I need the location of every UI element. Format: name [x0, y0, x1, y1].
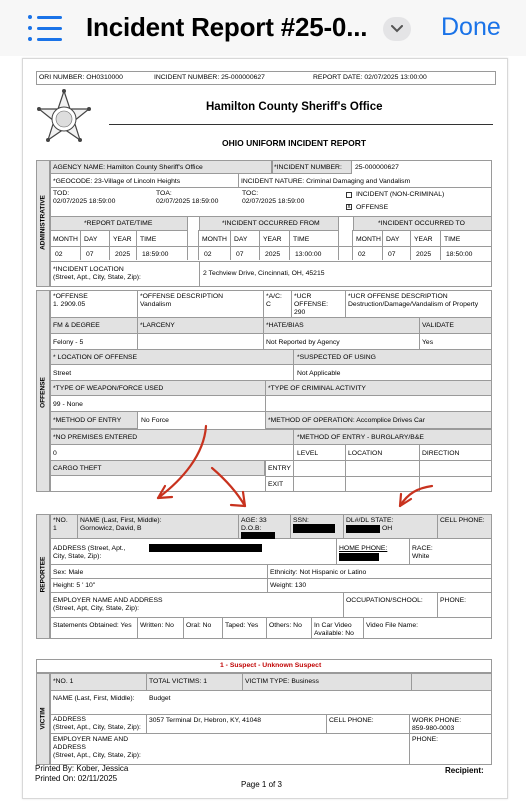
occurred-from-month-value: 02 [204, 251, 212, 258]
location-sub-label: (Street, Apt., City, State, Zip): [53, 274, 141, 281]
occurred-to-day-header: DAY [386, 236, 400, 243]
agency-name: AGENCY NAME: Hamilton County Sheriff's Office [53, 164, 203, 171]
ucr-desc-value: Destruction/Damage/Vandalism of Property [348, 301, 479, 308]
reportee-sex: Sex: Male [53, 569, 84, 576]
reportee-employer-sub: (Street, Apt, City, State, Zip): [53, 605, 139, 612]
grid-divider [136, 230, 137, 260]
offense-desc-value: Vandalism [140, 301, 172, 308]
done-button[interactable]: Done [441, 13, 501, 41]
printed-by: Printed By: Kober, Jessica [35, 764, 129, 773]
grid-divider [352, 230, 353, 260]
occurred-from-day-value: 07 [236, 251, 244, 258]
occurred-from-year-header: YEAR [263, 236, 282, 243]
occurred-from-time-value: 13:00:00 [295, 251, 322, 258]
fm-degree-value: Felony - 5 [53, 339, 84, 346]
reportee-race-value: White [412, 553, 430, 560]
reportee-occupation-label: OCCUPATION/SCHOOL: [346, 597, 423, 604]
level-label: LEVEL [297, 450, 319, 457]
victim-employer-label: EMPLOYER NAME AND [53, 736, 129, 743]
victim-work-label: WORK PHONE: [412, 717, 462, 724]
hate-bias-label: *HATE/BIAS [266, 322, 304, 329]
grid-divider [289, 230, 290, 260]
page-number: Page 1 of 3 [241, 780, 282, 789]
suspect-line: 1 - Suspect - Unknown Suspect [220, 662, 322, 669]
reportee-dob-label: D.O.B: [241, 525, 262, 532]
cargo-theft-label: CARGO THEFT [53, 465, 102, 472]
reportee-address-label: ADDRESS (Street, Apt., [53, 545, 126, 552]
method-of-entry-label: *METHOD OF ENTRY [53, 417, 122, 424]
location-of-offense-value: Street [53, 370, 72, 377]
victim-work-value: 859-980-0003 [412, 725, 455, 732]
validate-label: VALIDATE [422, 322, 454, 329]
weapon-value: 99 - None [53, 401, 83, 408]
ucr-label: *UCR [294, 293, 312, 300]
toc-value: 02/07/2025 18:59:00 [242, 198, 305, 205]
report-dt-month-header: MONTH [53, 236, 78, 243]
entry-label: ENTRY [268, 465, 291, 472]
annotation-arrow [212, 468, 245, 506]
report-dt-year-header: YEAR [113, 236, 132, 243]
fm-degree-label: FM & DEGREE [53, 322, 100, 329]
victim-total: TOTAL VICTIMS: 1 [149, 678, 208, 685]
grid-divider [187, 230, 188, 260]
suspected-using-value: Not Applicable [297, 370, 341, 377]
offense-desc-label: *OFFENSE DESCRIPTION [140, 293, 224, 300]
grid-divider [80, 230, 81, 260]
location-label: *INCIDENT LOCATION [53, 266, 124, 273]
report-dt-month-value: 02 [55, 251, 63, 258]
in-car-video-available: Available: No [314, 630, 354, 637]
incident-location-value: 2 Techview Drive, Cincinnati, OH, 45215 [203, 270, 325, 277]
report-dt-time-header: TIME [140, 236, 157, 243]
non-criminal-label: INCIDENT (NON-CRIMINAL) [356, 191, 445, 198]
ac-label: *A/C: [266, 293, 282, 300]
burglary-location-label: LOCATION [348, 450, 383, 457]
victim-name-label: NAME (Last, First, Middle): [53, 695, 135, 702]
reportee-ethnicity: Ethnicity: Not Hispanic or Latino [270, 569, 367, 576]
victim-phone-label: PHONE: [412, 736, 439, 743]
occurred-from-day-header: DAY [234, 236, 248, 243]
reportee-employer-label: EMPLOYER NAME AND ADDRESS [53, 597, 163, 604]
incident-nature: INCIDENT NATURE: Criminal Damaging and Vandalism [241, 178, 411, 185]
grid-divider [198, 230, 199, 260]
toa-label: TOA: [156, 190, 172, 197]
location-of-offense-label: * LOCATION OF OFFENSE [53, 354, 138, 361]
statements-obtained: Statements Obtained: Yes [53, 622, 132, 629]
occurred-from-month-header: MONTH [202, 236, 227, 243]
report-dt-day-value: 07 [86, 251, 94, 258]
statements-oral: Oral: No [186, 622, 212, 629]
reportee-section-label: REPORTEE [39, 556, 47, 593]
reportee-height: Height: 5 ' 10" [53, 582, 96, 589]
document-title: Incident Report #25-0... [86, 12, 368, 42]
ac-value: C [266, 301, 271, 308]
printed-on: Printed On: 02/11/2025 [35, 774, 118, 783]
report-dt-time-value: 18:59:00 [142, 251, 169, 258]
reportee-name-label: NAME (Last, First, Middle): [80, 517, 162, 524]
reportee-dl-label: DL#/DL STATE: [346, 517, 394, 524]
offense-checkbox[interactable]: x [347, 204, 351, 210]
ori-number: ORI NUMBER: OH0310000 [39, 74, 123, 81]
statements-others: Others: No [269, 622, 302, 629]
reportee-phone-label: PHONE: [440, 597, 467, 604]
reportee-address-sub: City, State, Zip): [53, 553, 102, 560]
report-dt-day-header: DAY [84, 236, 98, 243]
occurred-to-month-value: 02 [358, 251, 366, 258]
tod-value: 02/07/2025 18:59:00 [53, 198, 116, 205]
burglary-entry-label: *METHOD OF ENTRY - BURGLARY/B&E [297, 434, 424, 441]
tod-label: TOD: [53, 190, 70, 197]
reportee-ssn-label: SSN: [293, 517, 309, 524]
victim-cell-label: CELL PHONE: [329, 717, 374, 724]
victim-address-value: 3057 Terminal Dr, Hebron, KY, 41048 [149, 717, 261, 724]
occurred-from-time-header: TIME [293, 236, 310, 243]
ucr-offense-label: OFFENSE: [294, 301, 328, 308]
admin-section-label: ADMINISTRATIVE [39, 195, 47, 250]
exit-label: EXIT [268, 481, 284, 488]
occurred-to-year-header: YEAR [414, 236, 433, 243]
victim-section-label: VICTIM [39, 707, 47, 730]
criminal-activity-label: *TYPE OF CRIMINAL ACTIVITY [268, 385, 366, 392]
incident-number-value: 25-000000627 [355, 164, 399, 171]
video-file-name-label: Video File Name: [366, 622, 419, 629]
offense-code-value: 1. 2909.05 [53, 301, 86, 308]
reportee-no-value: 1 [53, 525, 57, 532]
reportee-race-label: RACE: [412, 545, 433, 552]
occurred-to-label: *INCIDENT OCCURRED TO [378, 220, 465, 227]
reportee-name-value: Gornowicz, David, B [80, 525, 142, 532]
direction-label: DIRECTION [422, 450, 460, 457]
victim-address-label: ADDRESS [53, 716, 86, 723]
victim-employer-label-2: ADDRESS [53, 744, 86, 751]
hate-bias-value: Not Reported by Agency [266, 339, 340, 346]
reportee-age: AGE: 33 [241, 517, 267, 524]
grid-divider [259, 230, 260, 260]
toa-value: 02/07/2025 18:59:00 [156, 198, 219, 205]
suspected-using-label: *SUSPECTED OF USING [297, 354, 376, 361]
report-date-header: REPORT DATE: 02/07/2025 13:00:00 [313, 74, 427, 81]
validate-value: Yes [422, 339, 434, 346]
ucr-value: 290 [294, 309, 306, 316]
weapon-label: *TYPE OF WEAPON/FORCE USED [53, 385, 164, 392]
occurred-to-year-value: 2025 [416, 251, 432, 258]
grid-divider [109, 230, 110, 260]
incident-number-header: INCIDENT NUMBER: 25-000000627 [154, 74, 265, 81]
grid-divider [440, 230, 441, 260]
victim-name-value: Budget [149, 695, 171, 702]
occurred-from-label: *INCIDENT OCCURRED FROM [222, 220, 320, 227]
occurred-from-year-value: 2025 [265, 251, 281, 258]
victim-address-sub: (Street, Apt., City, State, Zip): [53, 724, 141, 731]
grid-divider [382, 230, 383, 260]
report-datetime-label: *REPORT DATE/TIME [84, 220, 153, 227]
occurred-to-month-header: MONTH [356, 236, 381, 243]
reportee-cell-label: CELL PHONE: [440, 517, 485, 524]
offense-section-label: OFFENSE [39, 377, 47, 408]
recipient-label: Recipient: [445, 766, 484, 775]
premises-entered-value: 0 [53, 450, 57, 457]
victim-no: *NO. 1 [53, 678, 74, 685]
victim-employer-sub: (Street, Apt., City, State, Zip): [53, 752, 141, 759]
occurred-to-day-value: 07 [388, 251, 396, 258]
larceny-label: *LARCENY [140, 322, 175, 329]
in-car-video-label: In Car Video [314, 622, 352, 629]
office-name: Hamilton County Sheriff's Office [206, 101, 383, 113]
reportee-no-label: *NO. [53, 517, 68, 524]
report-dt-year-value: 2025 [115, 251, 131, 258]
grid-divider [230, 230, 231, 260]
victim-type: VICTIM TYPE: Business [245, 678, 319, 685]
method-of-operation: *METHOD OF OPERATION: Accomplice Drives Car [268, 417, 425, 424]
premises-entered-label: *NO PREMISES ENTERED [53, 434, 138, 441]
occurred-to-time-value: 18:50:00 [446, 251, 473, 258]
statements-taped: Taped: Yes [225, 622, 259, 629]
reportee-home-phone-label: HOME PHONE: [339, 545, 388, 552]
method-of-entry-value: No Force [141, 417, 169, 424]
toc-label: TOC: [242, 190, 259, 197]
incident-number-label: *INCIDENT NUMBER: [274, 164, 342, 171]
report-title: OHIO UNIFORM INCIDENT REPORT [222, 138, 367, 148]
grid-divider [338, 230, 339, 260]
grid-divider [410, 230, 411, 260]
statements-written: Written: No [140, 622, 174, 629]
offense-label: OFFENSE [356, 204, 389, 211]
reportee-dl-state: OH [382, 525, 393, 532]
reportee-weight: Weight: 130 [270, 582, 307, 589]
occurred-to-time-header: TIME [444, 236, 461, 243]
geocode: *GEOCODE: 23-Village of Lincoln Heights [53, 178, 181, 185]
ucr-desc-label: *UCR OFFENSE DESCRIPTION [348, 293, 448, 300]
offense-code-label: *OFFENSE [53, 293, 88, 300]
